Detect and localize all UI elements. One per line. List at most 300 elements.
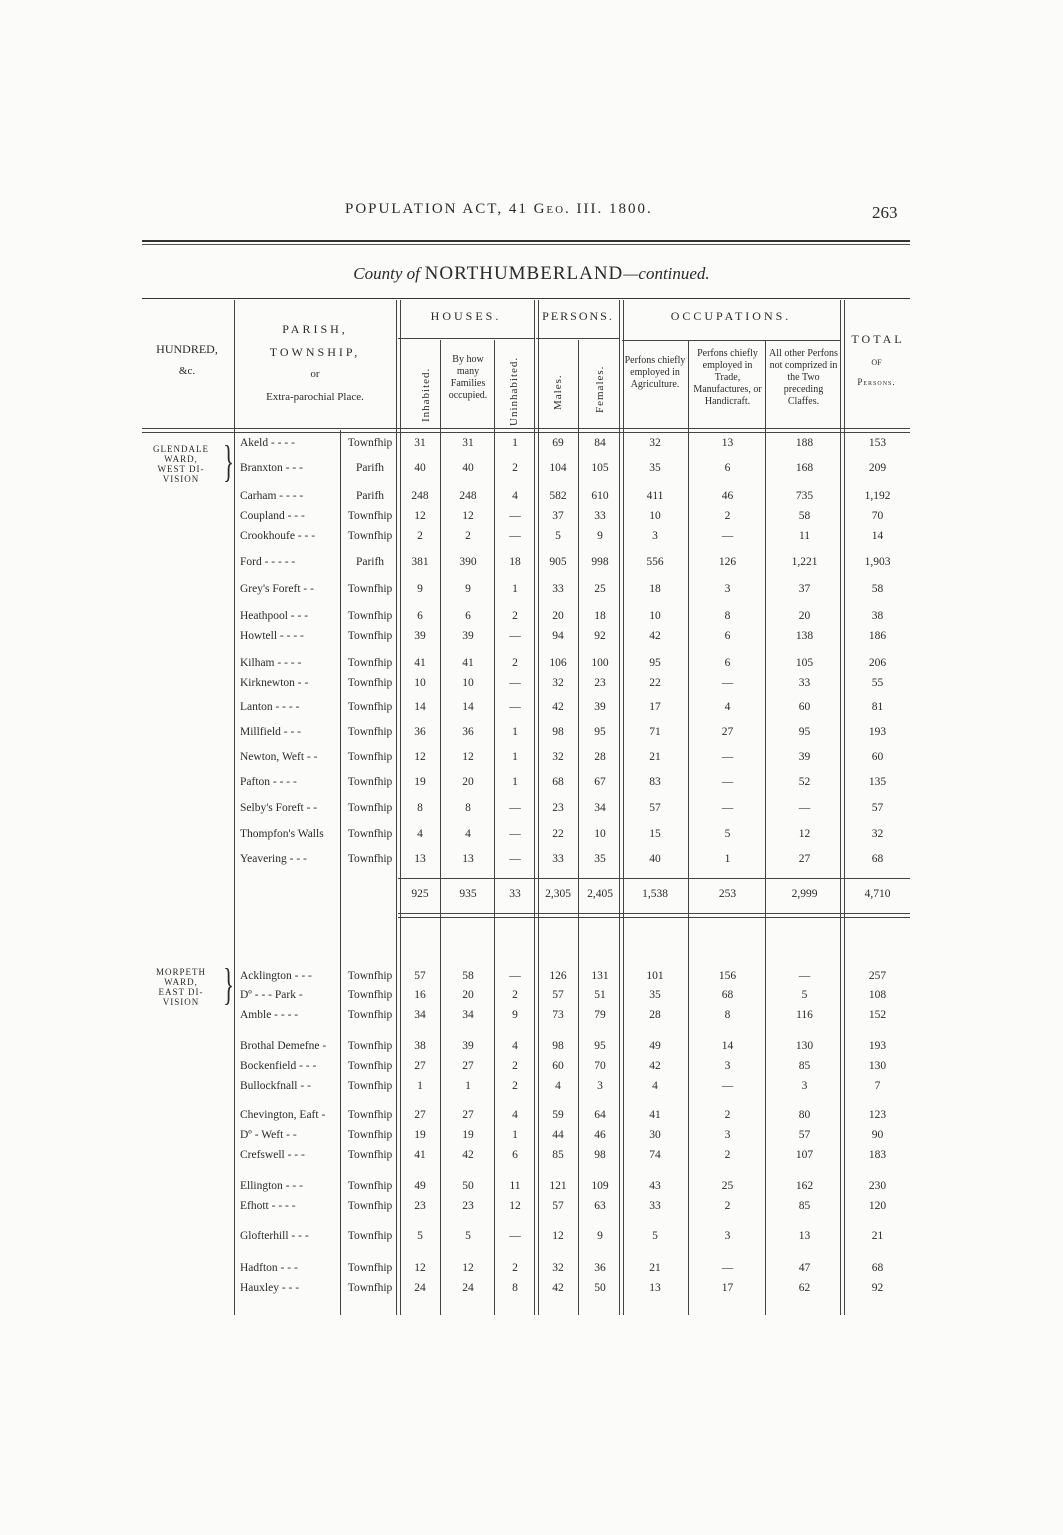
- cell-females: 9: [597, 1230, 603, 1242]
- place-name: Selby's Foreft - -: [240, 802, 318, 814]
- cell-families: 20: [462, 776, 474, 788]
- total-uninhabited: 33: [509, 888, 521, 900]
- place-type: Townfhip: [347, 657, 393, 669]
- cell-inhabited: 31: [414, 437, 426, 449]
- cell-other: 37: [798, 583, 811, 595]
- cell-other: 168: [795, 462, 814, 474]
- cell-families: 10: [462, 677, 474, 689]
- place-name: Kilham - - - -: [240, 657, 302, 669]
- cell-agriculture: 10: [649, 510, 661, 522]
- cell-families: 58: [462, 970, 474, 982]
- place-name: Dº - Weft - -: [240, 1129, 297, 1141]
- header-persons-total: Persons.: [857, 377, 896, 387]
- hundred-line: WEST DI-: [157, 464, 205, 474]
- totals-bottom-rule: [398, 913, 910, 918]
- cell-total-persons: 90: [871, 1129, 884, 1141]
- cell-trade: 2: [724, 1149, 731, 1161]
- cell-agriculture: 4: [652, 1080, 658, 1092]
- cell-families: 14: [462, 701, 474, 713]
- cell-inhabited: 27: [414, 1060, 426, 1072]
- table-row: [0, 1262, 1063, 1282]
- cell-uninhabited: —: [509, 1230, 521, 1242]
- cell-trade: 2: [724, 1200, 731, 1212]
- header-or: or: [310, 368, 320, 380]
- cell-total-persons: 68: [871, 1262, 884, 1274]
- place-name: Newton, Weft - -: [240, 751, 318, 763]
- cell-other: 13: [798, 1230, 811, 1242]
- cell-males: 126: [549, 970, 567, 982]
- cell-agriculture: 40: [649, 853, 661, 865]
- brace-icon: }: [223, 437, 234, 486]
- table-row: [0, 1230, 1063, 1250]
- cell-trade: 3: [724, 1230, 731, 1242]
- cell-uninhabited: 1: [512, 583, 518, 595]
- cell-other: —: [798, 970, 811, 982]
- cell-females: 39: [594, 701, 606, 713]
- cell-females: 64: [594, 1109, 606, 1121]
- table-row: [0, 828, 1063, 848]
- place-name: Amble - - - -: [240, 1009, 299, 1021]
- cell-trade: 2: [724, 1109, 731, 1121]
- cell-inhabited: 34: [414, 1009, 426, 1021]
- cell-other: 39: [798, 751, 811, 763]
- header-underline: [536, 338, 620, 339]
- place-name: Carham - - - -: [240, 490, 304, 502]
- cell-uninhabited: 4: [512, 1109, 518, 1121]
- place-name: Heathpool - - -: [240, 610, 309, 622]
- place-name: Thompfon's Walls: [240, 828, 324, 840]
- cell-uninhabited: 1: [512, 437, 518, 449]
- header-township: TOWNSHIP,: [269, 345, 361, 359]
- cell-males: 42: [552, 1282, 564, 1294]
- cell-families: 6: [465, 610, 471, 622]
- cell-males: 69: [552, 437, 564, 449]
- page-number: 263: [872, 203, 898, 222]
- cell-agriculture: 411: [646, 490, 664, 502]
- cell-total-persons: 153: [868, 437, 887, 449]
- cell-males: 44: [552, 1129, 564, 1141]
- cell-other: 162: [795, 1180, 814, 1192]
- cell-males: 33: [552, 853, 564, 865]
- cell-males: 42: [552, 701, 564, 713]
- cell-trade: 6: [724, 462, 731, 474]
- place-type: Townfhip: [347, 1180, 393, 1192]
- cell-other: 12: [798, 828, 811, 840]
- cell-families: 34: [462, 1009, 474, 1021]
- cell-other: 20: [798, 610, 811, 622]
- header-persons: PERSONS.: [542, 309, 614, 323]
- cell-other: 27: [798, 853, 811, 865]
- cell-trade: —: [721, 751, 734, 763]
- cell-agriculture: 35: [649, 989, 661, 1001]
- cell-families: 23: [462, 1200, 474, 1212]
- place-name: Grey's Foreft - -: [240, 583, 314, 595]
- cell-agriculture: 22: [649, 677, 661, 689]
- cell-total-persons: 1,192: [864, 490, 891, 502]
- cell-agriculture: 5: [652, 1230, 658, 1242]
- cell-agriculture: 21: [649, 1262, 661, 1274]
- cell-families: 5: [465, 1230, 471, 1242]
- table-row: [0, 1040, 1063, 1060]
- table-row: [0, 556, 1063, 576]
- cell-trade: —: [721, 776, 734, 788]
- place-type: Townfhip: [347, 1109, 393, 1121]
- cell-trade: 126: [718, 556, 737, 568]
- cell-agriculture: 13: [649, 1282, 661, 1294]
- cell-trade: 4: [724, 701, 731, 713]
- cell-males: 106: [549, 657, 567, 669]
- cell-other: 58: [798, 510, 811, 522]
- cell-uninhabited: 2: [512, 1060, 518, 1072]
- place-name: Kirknewton - -: [240, 677, 309, 689]
- place-type: Townfhip: [347, 437, 393, 449]
- total-persons: 4,710: [864, 888, 891, 900]
- cell-males: 57: [552, 989, 564, 1001]
- table-row: [0, 583, 1063, 603]
- cell-trade: —: [721, 677, 734, 689]
- cell-total-persons: 21: [871, 1230, 884, 1242]
- cell-males: 582: [549, 490, 567, 502]
- cell-trade: 156: [718, 970, 737, 982]
- header-inhabited: Inhabited.: [420, 367, 432, 422]
- cell-uninhabited: 2: [512, 462, 518, 474]
- cell-trade: —: [721, 1262, 734, 1274]
- cell-total-persons: 135: [868, 776, 887, 788]
- cell-inhabited: 40: [414, 462, 426, 474]
- table-row: [0, 510, 1063, 530]
- hundred-line: WARD,: [164, 454, 198, 464]
- cell-uninhabited: 11: [509, 1180, 521, 1192]
- cell-uninhabited: 1: [512, 776, 518, 788]
- cell-trade: 2: [724, 510, 731, 522]
- table-row: [0, 989, 1063, 1009]
- cell-uninhabited: 9: [512, 1009, 518, 1021]
- cell-families: 27: [462, 1060, 474, 1072]
- cell-uninhabited: 8: [512, 1282, 518, 1294]
- cell-females: 33: [594, 510, 606, 522]
- cell-families: 12: [462, 510, 474, 522]
- cell-families: 39: [462, 1040, 474, 1052]
- cell-agriculture: 95: [649, 657, 661, 669]
- place-name: Efhott - - - -: [240, 1200, 296, 1212]
- header-hundred: HUNDRED,: [156, 342, 218, 356]
- cell-inhabited: 19: [414, 1129, 426, 1141]
- cell-families: 39: [462, 630, 474, 642]
- cell-total-persons: 209: [868, 462, 887, 474]
- place-type: Townfhip: [347, 1262, 393, 1274]
- header-trade: Perfons chiefly employed in Trade, Manufactures, or Handicraft.: [693, 348, 762, 407]
- table-row: [0, 751, 1063, 771]
- table-row: [0, 677, 1063, 697]
- place-type: Townfhip: [347, 1149, 393, 1161]
- place-name: Ellington - - -: [240, 1180, 303, 1192]
- cell-inhabited: 248: [411, 490, 429, 502]
- cell-trade: 25: [721, 1180, 734, 1192]
- cell-other: 1,221: [791, 556, 818, 568]
- table-row: [0, 1080, 1063, 1100]
- cell-families: 27: [462, 1109, 474, 1121]
- cell-total-persons: 183: [868, 1149, 887, 1161]
- cell-total-persons: 1,903: [864, 556, 891, 568]
- cell-inhabited: 10: [414, 677, 426, 689]
- place-name: Bullockfnall - -: [240, 1080, 311, 1092]
- cell-males: 121: [549, 1180, 567, 1192]
- cell-trade: 17: [721, 1282, 734, 1294]
- total-males: 2,305: [545, 888, 571, 900]
- cell-females: 131: [591, 970, 609, 982]
- cell-males: 5: [555, 530, 561, 542]
- cell-uninhabited: —: [509, 530, 521, 542]
- cell-other: 116: [796, 1009, 813, 1021]
- place-type: Townfhip: [347, 610, 393, 622]
- cell-other: —: [798, 802, 811, 814]
- cell-families: 8: [465, 802, 471, 814]
- cell-inhabited: 39: [414, 630, 426, 642]
- place-type: Townfhip: [347, 1080, 393, 1092]
- cell-agriculture: 17: [649, 701, 661, 713]
- cell-inhabited: 23: [414, 1200, 426, 1212]
- head-rule: [142, 240, 910, 242]
- cell-inhabited: 6: [417, 610, 423, 622]
- cell-inhabited: 4: [417, 828, 423, 840]
- place-type: Townfhip: [347, 701, 393, 713]
- cell-inhabited: 12: [414, 510, 426, 522]
- cell-females: 51: [594, 989, 606, 1001]
- cell-other: 57: [798, 1129, 811, 1141]
- place-name: Branxton - - -: [240, 462, 303, 474]
- place-type: Townfhip: [347, 828, 393, 840]
- cell-males: 94: [552, 630, 564, 642]
- cell-agriculture: 74: [649, 1149, 661, 1161]
- cell-males: 33: [552, 583, 564, 595]
- cell-other: 80: [798, 1109, 811, 1121]
- running-head-title: POPULATION ACT, 41 Geo. III. 1800.: [345, 201, 653, 217]
- cell-other: 52: [798, 776, 811, 788]
- cell-agriculture: 42: [649, 630, 661, 642]
- place-type: Townfhip: [347, 776, 393, 788]
- cell-trade: 1: [724, 853, 731, 865]
- table-row: [0, 610, 1063, 630]
- cell-trade: —: [721, 802, 734, 814]
- table-row: [0, 462, 1063, 482]
- cell-uninhabited: 6: [512, 1149, 518, 1161]
- cell-agriculture: 57: [649, 802, 661, 814]
- cell-females: 25: [594, 583, 606, 595]
- cell-families: 41: [462, 657, 474, 669]
- place-name: Akeld - - - -: [240, 437, 295, 449]
- cell-males: 68: [552, 776, 564, 788]
- cell-trade: 8: [724, 610, 731, 622]
- cell-males: 57: [552, 1200, 564, 1212]
- hundred-line: GLENDALE: [153, 444, 209, 454]
- county-name: NORTHUMBERLAND: [424, 263, 624, 284]
- cell-females: 95: [594, 726, 606, 738]
- cell-inhabited: 16: [414, 989, 426, 1001]
- cell-females: 98: [594, 1149, 606, 1161]
- cell-other: 62: [798, 1282, 811, 1294]
- header-uninhabited: Uninhabited.: [508, 356, 520, 426]
- place-type: Townfhip: [347, 510, 393, 522]
- place-name: Lanton - - - -: [240, 701, 300, 713]
- place-type: Townfhip: [347, 989, 393, 1001]
- cell-females: 998: [591, 556, 609, 568]
- cell-families: 24: [462, 1282, 474, 1294]
- cell-trade: 3: [724, 1129, 731, 1141]
- cell-other: 11: [798, 530, 811, 542]
- cell-females: 95: [594, 1040, 606, 1052]
- totals-top-rule: [398, 878, 910, 880]
- cell-total-persons: 81: [871, 701, 884, 713]
- cell-agriculture: 49: [649, 1040, 661, 1052]
- cell-agriculture: 10: [649, 610, 661, 622]
- cell-males: 104: [549, 462, 567, 474]
- cell-females: 35: [594, 853, 606, 865]
- place-type: Townfhip: [347, 751, 393, 763]
- cell-total-persons: 92: [871, 1282, 884, 1294]
- cell-other: 47: [798, 1262, 811, 1274]
- cell-uninhabited: —: [509, 630, 521, 642]
- total-families: 935: [459, 888, 477, 900]
- cell-families: 4: [465, 828, 471, 840]
- place-name: Glofterhill - - -: [240, 1230, 309, 1242]
- table-row: [0, 1149, 1063, 1169]
- cell-males: 60: [552, 1060, 564, 1072]
- cell-uninhabited: —: [509, 970, 521, 982]
- cell-females: 92: [594, 630, 606, 642]
- cell-families: 40: [462, 462, 474, 474]
- header-of: OF: [871, 358, 882, 367]
- cell-inhabited: 381: [411, 556, 429, 568]
- place-name: Ford - - - - -: [240, 556, 296, 568]
- cell-trade: 8: [724, 1009, 731, 1021]
- county-title: [0, 263, 1063, 285]
- cell-inhabited: 14: [414, 701, 426, 713]
- table-row: [0, 802, 1063, 822]
- cell-trade: 27: [721, 726, 734, 738]
- place-type: Townfhip: [347, 970, 393, 982]
- place-type: Parifh: [355, 490, 385, 502]
- cell-families: 31: [462, 437, 474, 449]
- cell-total-persons: 108: [868, 989, 887, 1001]
- cell-agriculture: 71: [649, 726, 661, 738]
- place-name: Hauxley - - -: [240, 1282, 300, 1294]
- cell-other: 33: [798, 677, 811, 689]
- cell-total-persons: 230: [868, 1180, 887, 1192]
- cell-males: 905: [549, 556, 567, 568]
- total-agriculture: 1,538: [642, 888, 668, 900]
- cell-uninhabited: —: [509, 701, 521, 713]
- cell-other: 130: [795, 1040, 814, 1052]
- cell-females: 28: [594, 751, 606, 763]
- cell-females: 105: [591, 462, 609, 474]
- cell-females: 70: [594, 1060, 606, 1072]
- place-name: Chevington, Eaft -: [240, 1109, 326, 1121]
- cell-females: 79: [594, 1009, 606, 1021]
- cell-uninhabited: 1: [512, 751, 518, 763]
- table-row: [0, 1200, 1063, 1220]
- cell-other: 85: [798, 1200, 811, 1212]
- place-name: Brothal Demefne -: [240, 1040, 327, 1052]
- cell-trade: 3: [724, 1060, 731, 1072]
- cell-uninhabited: —: [509, 828, 521, 840]
- cell-families: 19: [462, 1129, 474, 1141]
- cell-females: 23: [594, 677, 606, 689]
- cell-trade: 6: [724, 657, 731, 669]
- cell-males: 59: [552, 1109, 564, 1121]
- cell-trade: 13: [721, 437, 734, 449]
- table-row: [0, 1009, 1063, 1029]
- cell-total-persons: 58: [871, 583, 884, 595]
- cell-females: 18: [594, 610, 606, 622]
- hundred-line: MORPETH: [155, 967, 206, 977]
- cell-inhabited: 24: [414, 1282, 426, 1294]
- cell-inhabited: 13: [414, 853, 426, 865]
- cell-females: 63: [594, 1200, 606, 1212]
- cell-other: 188: [795, 437, 814, 449]
- cell-inhabited: 38: [414, 1040, 426, 1052]
- cell-inhabited: 19: [414, 776, 426, 788]
- cell-total-persons: 32: [871, 828, 884, 840]
- place-type: Townfhip: [347, 1129, 393, 1141]
- place-type: Townfhip: [347, 677, 393, 689]
- cell-trade: 68: [721, 989, 734, 1001]
- table-row: [0, 853, 1063, 873]
- cell-males: 32: [552, 677, 564, 689]
- header-other: All other Perfons not comprized in the Two preceding Claffes.: [769, 348, 838, 407]
- place-type: Townfhip: [347, 1060, 393, 1072]
- cell-uninhabited: 2: [512, 989, 518, 1001]
- cell-families: 13: [462, 853, 474, 865]
- cell-total-persons: 193: [868, 1040, 887, 1052]
- cell-other: 60: [798, 701, 811, 713]
- cell-other: 735: [795, 490, 814, 502]
- cell-females: 9: [597, 530, 603, 542]
- cell-females: 84: [594, 437, 606, 449]
- cell-other: 3: [801, 1080, 808, 1092]
- cell-families: 248: [459, 490, 477, 502]
- cell-males: 23: [552, 802, 564, 814]
- cell-inhabited: 12: [414, 1262, 426, 1274]
- cell-agriculture: 32: [649, 437, 661, 449]
- cell-families: 12: [462, 1262, 474, 1274]
- place-type: Townfhip: [347, 1282, 393, 1294]
- header-underline: [622, 340, 840, 341]
- cell-trade: 3: [724, 583, 731, 595]
- cell-females: 100: [591, 657, 609, 669]
- cell-other: 138: [795, 630, 814, 642]
- cell-females: 610: [591, 490, 609, 502]
- cell-males: 20: [552, 610, 564, 622]
- cell-total-persons: 55: [871, 677, 884, 689]
- cell-uninhabited: 2: [512, 1262, 518, 1274]
- brace-icon: }: [223, 960, 234, 1009]
- table-row: [0, 657, 1063, 677]
- cell-families: 50: [462, 1180, 474, 1192]
- cell-uninhabited: 18: [509, 556, 521, 568]
- cell-families: 12: [462, 751, 474, 763]
- header-hundred-sub: &c.: [178, 365, 196, 377]
- cell-agriculture: 41: [649, 1109, 661, 1121]
- place-type: Townfhip: [347, 630, 393, 642]
- cell-inhabited: 41: [414, 1149, 426, 1161]
- cell-agriculture: 3: [652, 530, 658, 542]
- place-type: Townfhip: [347, 530, 393, 542]
- cell-agriculture: 35: [649, 462, 661, 474]
- cell-males: 98: [552, 726, 564, 738]
- cell-males: 85: [552, 1149, 564, 1161]
- table-row: [0, 490, 1063, 510]
- cell-trade: —: [721, 1080, 734, 1092]
